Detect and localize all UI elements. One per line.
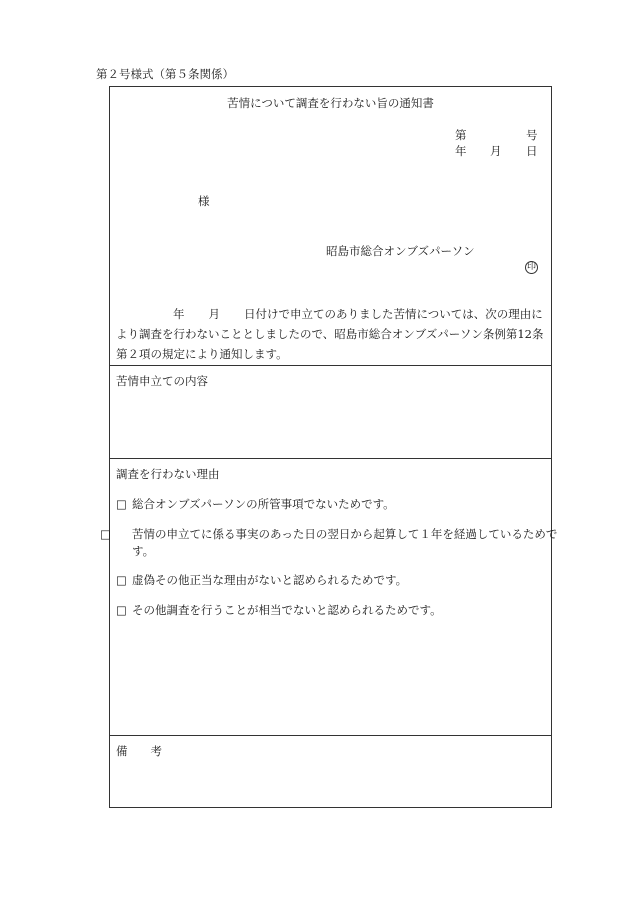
date-year: 年	[455, 144, 467, 158]
divider-remarks	[110, 735, 551, 736]
form-number-label: 第２号様式（第５条関係）	[96, 67, 234, 81]
notice-paragraph	[116, 304, 548, 364]
checkbox-icon[interactable]: □	[116, 497, 127, 511]
reason-item: □ その他調査を行うことが相当でないと認められるためです。	[116, 603, 442, 617]
notice-form-frame	[100, 86, 558, 808]
sender-name: 昭島市総合オンブズパーソン	[326, 244, 475, 258]
divider-complaint	[110, 365, 551, 366]
reason-item: □ 虚偽その他正当な理由がないと認められるためです。	[116, 573, 408, 587]
notice-text: 日付けで申立てのありました苦情については、次の理由により調査を行わないこととしましたので、昭島市総合オンブズパーソン条例第12条第２項の規定により通知します。	[116, 307, 544, 361]
doc-number-prefix: 第	[455, 128, 467, 142]
reasons-section-label: 調査を行わない理由	[116, 467, 220, 481]
remarks-section-label: 備 考	[116, 744, 162, 758]
checkbox-icon[interactable]: □	[100, 527, 111, 541]
seal-icon: 印	[526, 262, 536, 272]
document-title: 苦情について調査を行わない旨の通知書	[227, 96, 434, 110]
date-day: 日	[526, 144, 538, 158]
notice-year: 年	[173, 307, 185, 321]
complaint-section-label: 苦情申立ての内容	[116, 374, 208, 388]
date-month: 月	[490, 144, 502, 158]
reason-item: □ 総合オンブズパーソンの所管事項でないためです。	[116, 497, 395, 511]
checkbox-icon[interactable]: □	[116, 603, 127, 617]
notice-month: 月	[208, 307, 220, 321]
checkbox-icon[interactable]: □	[116, 573, 127, 587]
doc-number-suffix: 号	[526, 128, 538, 142]
reason-item: □ 苦情の申立てに係る事実のあった日の翌日から起算して１年を経過しているためです。	[100, 527, 558, 558]
recipient-suffix: 様	[198, 194, 210, 208]
divider-reasons	[110, 458, 551, 459]
